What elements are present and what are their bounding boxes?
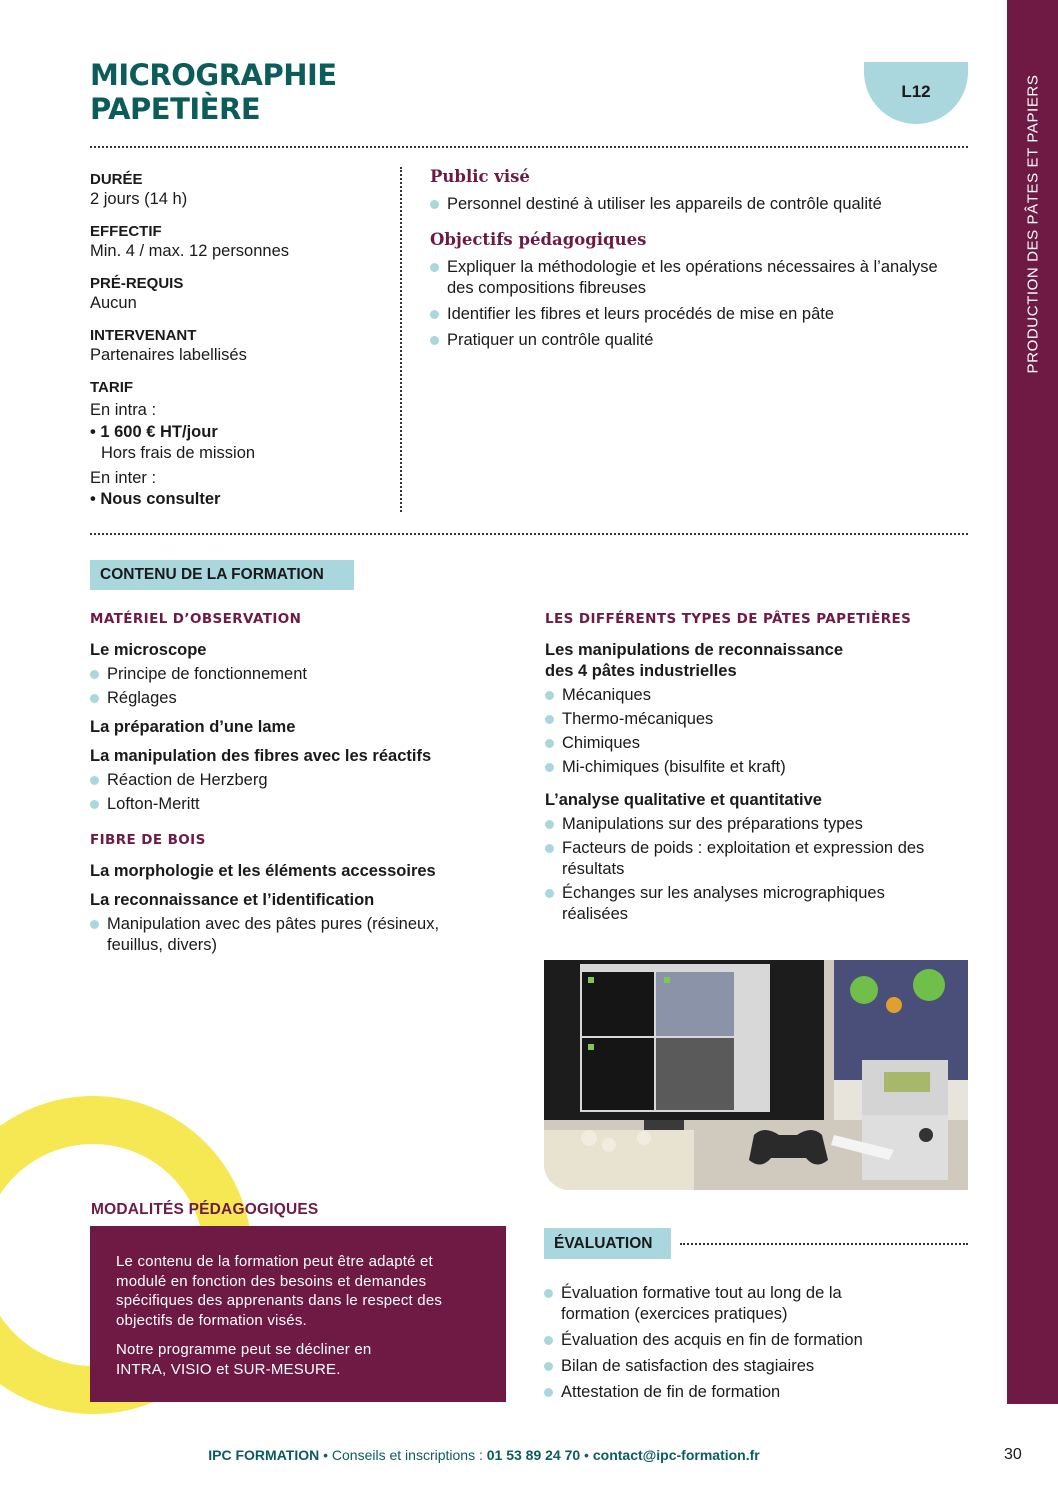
reactifs-list — [90, 770, 510, 815]
pates-list — [545, 685, 965, 778]
effectif-value: Min. 4 / max. 12 personnes — [90, 242, 290, 260]
effectif-label: EFFECTIF — [90, 223, 162, 240]
list-item: Pratiquer un contrôle qualité — [430, 330, 980, 351]
photo-illustration — [544, 960, 968, 1190]
modalites-box — [90, 1226, 506, 1402]
tarif-intra-label: En intra : — [90, 401, 157, 419]
list-item: Facteurs de poids : exploitation et expression des résultats — [545, 838, 945, 880]
subheading-lame: La préparation d’une lame — [90, 718, 296, 736]
list-item: Évaluation des acquis en fin de formation — [544, 1330, 964, 1351]
list-item: Personnel destiné à utiliser les appareils de contrôle qualité — [430, 194, 980, 215]
tarif-intra-price: • 1 600 € HT/jour — [90, 422, 218, 441]
subheading-analyse: L’analyse qualitative et quantitative — [545, 791, 822, 809]
course-code-badge: L12 — [864, 62, 968, 124]
public-heading: Public visé — [430, 167, 530, 186]
list-item: Évaluation formative tout au long de la formation (exercices pratiques) — [544, 1283, 874, 1325]
tarif-inter-label: En inter : — [90, 468, 157, 487]
divider-top — [90, 146, 968, 148]
goals-heading: Objectifs pédagogiques — [430, 230, 647, 249]
evaluation-tag: ÉVALUATION — [544, 1228, 671, 1259]
list-item: Mi-chimiques (bisulfite et kraft) — [545, 757, 965, 778]
page-title — [90, 58, 337, 126]
list-item: Réaction de Herzberg — [90, 770, 510, 791]
list-item: Principe de fonctionnement — [90, 664, 510, 685]
footer-separator: • — [319, 1447, 332, 1463]
prerequis-value: Aucun — [90, 294, 137, 312]
reconnaissance-list — [90, 914, 510, 956]
microscope-list — [90, 664, 510, 709]
footer-contact-label: Conseils et inscriptions : — [331, 1447, 487, 1463]
list-item: Manipulations sur des préparations types — [545, 814, 965, 835]
modalites-heading: MODALITÉS PÉDAGOGIQUES — [91, 1201, 319, 1218]
divider-info-vertical — [400, 167, 402, 512]
list-item: Mécaniques — [545, 685, 965, 706]
subheading-microscope: Le microscope — [90, 641, 207, 659]
list-item: Lofton-Meritt — [90, 794, 510, 815]
divider-evaluation — [680, 1243, 968, 1245]
duree-label: DURÉE — [90, 171, 143, 188]
list-item: Manipulation avec des pâtes pures (résineux, feuillus, divers) — [90, 914, 490, 956]
list-item: Réglages — [90, 688, 510, 709]
intervenant-label: INTERVENANT — [90, 327, 197, 344]
list-item: Identifier les fibres et leurs procédés de mise en pâte — [430, 304, 980, 325]
list-item: Attestation de fin de formation — [544, 1382, 964, 1403]
section-heading-types-pates: LES DIFFÉRENTS TYPES DE PÂTES PAPETIÈRES — [545, 611, 912, 627]
modalites-paragraph-2: Notre programme peut se décliner en INTRA, VISIO et SUR-MESURE. — [116, 1341, 372, 1378]
footer-brand: IPC FORMATION — [208, 1447, 320, 1463]
course-info — [90, 170, 390, 511]
footer — [0, 1447, 1058, 1463]
side-category-band — [1007, 0, 1058, 1404]
subheading-reconnaissance: La reconnaissance et l’identification — [90, 891, 375, 909]
footer-phone[interactable]: 01 53 89 24 70 — [486, 1447, 581, 1463]
subheading-manipulations: Les manipulations de reconnaissance des 4 pâtes industrielles — [545, 641, 844, 680]
prerequis-label: PRÉ-REQUIS — [90, 275, 184, 292]
list-item: Bilan de satisfaction des stagiaires — [544, 1356, 964, 1377]
list-item: Thermo-mécaniques — [545, 709, 965, 730]
lab-equipment-photo — [544, 960, 968, 1190]
goals-list — [430, 257, 980, 351]
list-item: Chimiques — [545, 733, 965, 754]
section-heading-materiel: MATÉRIEL D’OBSERVATION — [90, 611, 302, 627]
footer-email-link[interactable]: contact@ipc-formation.fr — [592, 1447, 760, 1463]
content-left-column — [90, 610, 510, 964]
title-line-2: PAPETIÈRE — [90, 92, 261, 126]
footer-separator: • — [580, 1447, 593, 1463]
list-item: Échanges sur les analyses micrographiques réalisées — [545, 883, 945, 925]
list-item: Expliquer la méthodologie et les opérations nécessaires à l’analyse des compositions fibreuses — [430, 257, 940, 299]
evaluation-list — [544, 1283, 964, 1408]
duree-value: 2 jours (14 h) — [90, 190, 188, 208]
tarif-inter-value: • Nous consulter — [90, 490, 221, 508]
analyse-list — [545, 814, 965, 925]
subheading-morphologie: La morphologie et les éléments accessoires — [90, 862, 436, 880]
objectives-block — [430, 166, 980, 356]
divider-middle — [90, 533, 968, 535]
tarif-intra-note: Hors frais de mission — [101, 444, 256, 462]
modalites-paragraph-1: Le contenu de la formation peut être adapté et modulé en fonction des besoins et demandes spécifiques des apprenants dans le respect des objectifs de formation visés. — [116, 1253, 443, 1329]
content-tag: CONTENU DE LA FORMATION — [90, 560, 354, 590]
public-list — [430, 194, 980, 215]
tarif-label: TARIF — [90, 379, 134, 396]
page-number: 30 — [1004, 1446, 1022, 1463]
section-heading-fibre: FIBRE DE BOIS — [90, 832, 206, 848]
content-right-column — [545, 610, 965, 933]
title-line-1: MICROGRAPHIE — [90, 58, 337, 92]
subheading-reactifs: La manipulation des fibres avec les réactifs — [90, 747, 432, 765]
intervenant-value: Partenaires labellisés — [90, 346, 247, 364]
side-category-label: PRODUCTION DES PÂTES ET PAPIERS — [1024, 74, 1041, 374]
